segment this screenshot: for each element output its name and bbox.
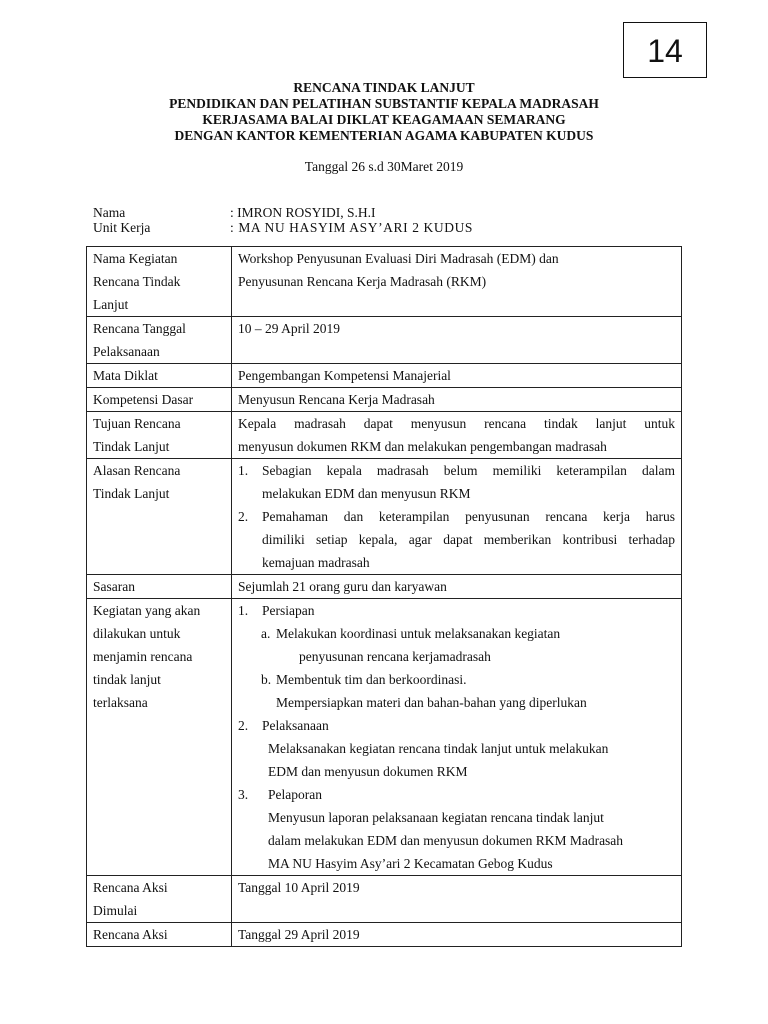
sublist-text: Melakukan koordinasi untuk melaksanakan kegiatan	[276, 626, 561, 641]
value-cell	[232, 317, 682, 364]
label-cell	[87, 412, 232, 459]
label-line: menjamin rencana	[93, 649, 193, 664]
value-line: 10 – 29 April 2019	[238, 321, 341, 336]
label-cell	[87, 247, 232, 317]
list-number: 2.	[238, 509, 249, 524]
label-cell	[87, 876, 232, 923]
row-aksi-dimulai	[87, 876, 682, 923]
row-alasan	[87, 459, 682, 575]
sublist	[238, 622, 675, 714]
row-aksi-selesai	[87, 923, 682, 947]
list-item	[238, 505, 675, 574]
list-text: melakukan EDM dan menyusun RKM	[262, 486, 471, 501]
list-text: dalam melakukan EDM dan menyusun dokumen RKM Madrasah	[268, 833, 624, 848]
list-text: dimiliki setiap kepala, agar dapat memberikan kontribusi terhadap	[262, 532, 675, 547]
label-cell: Mata Diklat	[87, 364, 232, 388]
list-number: 1.	[238, 603, 249, 618]
label-line: Rencana Tanggal	[93, 321, 186, 336]
sublist-letter: b.	[261, 672, 272, 687]
list-item	[238, 783, 675, 806]
list-text: kemajuan madrasah	[262, 555, 370, 570]
value-cell: Pengembangan Kompetensi Manajerial	[232, 364, 682, 388]
list-text: MA NU Hasyim Asy’ari 2 Kecamatan Gebog Kudus	[268, 856, 553, 871]
unit-value: : MA NU HASYIM ASY’ARI 2 KUDUS	[230, 220, 474, 235]
sublist-text: penyusunan rencana kerjamadrasah	[299, 649, 491, 664]
name-value: : IMRON ROSYIDI, S.H.I	[230, 205, 376, 220]
label-line: tindak lanjut	[93, 672, 161, 687]
value-line: menyusun dokumen RKM dan melakukan pengembangan madrasah	[238, 439, 607, 454]
row-kompetensi-dasar	[87, 388, 682, 412]
list-title: Persiapan	[262, 603, 315, 618]
value-cell	[232, 247, 682, 317]
header-line-3: KERJASAMA BALAI DIKLAT KEAGAMAAN SEMARANG	[202, 112, 566, 127]
label-cell: Sasaran	[87, 575, 232, 599]
list-text: Sebagian kepala madrasah belum memiliki keterampilan dalam	[262, 463, 675, 478]
value-cell	[232, 412, 682, 459]
label-line: Rencana Tindak	[93, 274, 181, 289]
label-line: Tindak Lanjut	[93, 439, 170, 454]
row-nama-kegiatan	[87, 247, 682, 317]
label-line: Lanjut	[93, 297, 129, 312]
row-rencana-tanggal	[87, 317, 682, 364]
unit-row	[93, 220, 473, 235]
list-text: Melaksanakan kegiatan rencana tindak lanjut untuk melakukan	[268, 741, 609, 756]
document-header	[60, 80, 708, 144]
label-cell	[87, 599, 232, 876]
label-line: Tindak Lanjut	[93, 486, 170, 501]
sublist-letter: a.	[261, 626, 271, 641]
row-kegiatan-akan	[87, 599, 682, 876]
value-cell: Menyusun Rencana Kerja Madrasah	[232, 388, 682, 412]
header-line-4: DENGAN KANTOR KEMENTERIAN AGAMA KABUPATEN KUDUS	[174, 128, 594, 143]
label-cell	[87, 317, 232, 364]
value-cell: Sejumlah 21 orang guru dan karyawan	[232, 575, 682, 599]
list-title: Pelaksanaan	[262, 718, 329, 733]
value-cell: Tanggal 29 April 2019	[232, 923, 682, 947]
identity-block	[93, 205, 473, 235]
header-title: RENCANA TINDAK LANJUT	[293, 80, 475, 95]
label-cell	[87, 459, 232, 575]
list-number: 2.	[238, 718, 249, 733]
list-item	[238, 599, 675, 622]
list-item	[238, 459, 675, 505]
name-label: Nama	[93, 205, 126, 220]
label-line: Rencana Aksi	[93, 880, 168, 895]
list-item	[238, 714, 675, 737]
list-number: 1.	[238, 463, 249, 478]
list-text: EDM dan menyusun dokumen RKM	[268, 764, 468, 779]
value-cell	[232, 599, 682, 876]
value-line: Workshop Penyusunan Evaluasi Diri Madrasah (EDM) dan	[238, 251, 559, 266]
value-cell: Tanggal 10 April 2019	[232, 876, 682, 923]
value-line: Penyusunan Rencana Kerja Madrasah (RKM)	[238, 274, 487, 289]
label-line: Nama Kegiatan	[93, 251, 178, 266]
name-row	[93, 205, 473, 220]
label-line: terlaksana	[93, 695, 148, 710]
label-line: Pelaksanaan	[93, 344, 160, 359]
label-line: Alasan Rencana	[93, 463, 181, 478]
sublist-text: Membentuk tim dan berkoordinasi.	[276, 672, 467, 687]
sublist-text: Mempersiapkan materi dan bahan-bahan yang diperlukan	[276, 695, 587, 710]
label-line: Dimulai	[93, 903, 138, 918]
list-number: 3.	[238, 787, 249, 802]
row-sasaran	[87, 575, 682, 599]
row-mata-diklat	[87, 364, 682, 388]
label-cell: Rencana Aksi	[87, 923, 232, 947]
sublist-item	[261, 622, 675, 645]
list-title: Pelaporan	[268, 787, 322, 802]
value-line: Kepala madrasah dapat menyusun rencana tindak lanjut untuk	[238, 416, 675, 431]
header-line-2: PENDIDIKAN DAN PELATIHAN SUBSTANTIF KEPALA MADRASAH	[169, 96, 599, 111]
date-range: Tanggal 26 s.d 30Maret 2019	[304, 159, 464, 174]
list-text: Pemahaman dan keterampilan penyusunan rencana kerja harus	[262, 509, 675, 524]
label-line: dilakukan untuk	[93, 626, 181, 641]
rtl-table	[86, 246, 682, 947]
label-cell: Kompetensi Dasar	[87, 388, 232, 412]
sublist-item	[261, 668, 675, 691]
value-cell	[232, 459, 682, 575]
row-tujuan	[87, 412, 682, 459]
label-line: Kegiatan yang akan	[93, 603, 201, 618]
label-line: Tujuan Rencana	[93, 416, 181, 431]
list-text: Menyusun laporan pelaksanaan kegiatan rencana tindak lanjut	[268, 810, 604, 825]
unit-label: Unit Kerja	[93, 220, 151, 235]
page-number-box: 14	[623, 22, 707, 78]
